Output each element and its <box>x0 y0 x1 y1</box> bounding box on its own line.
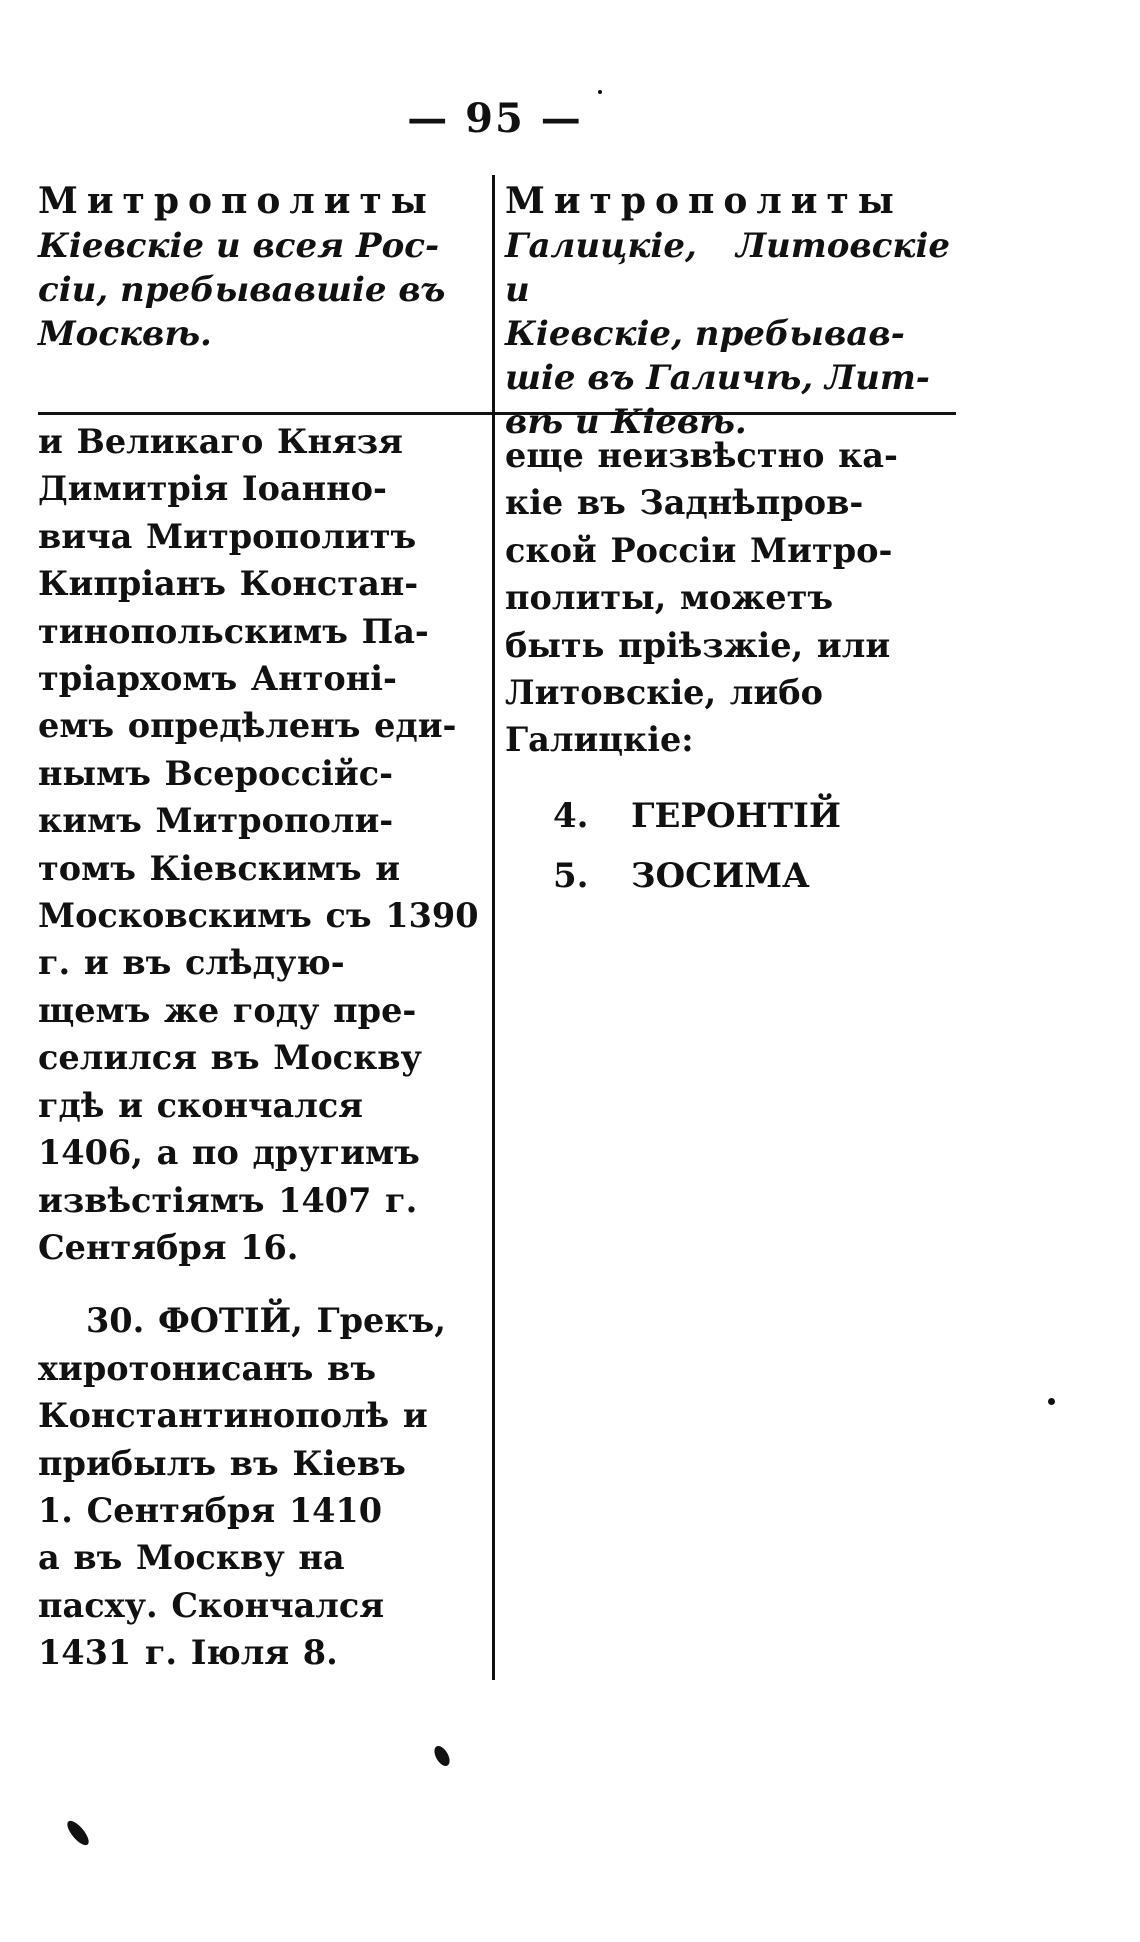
list-item-number: 4. <box>553 795 589 836</box>
left-column-body <box>38 418 486 1677</box>
text-line: 1431 г. Іюля 8. <box>38 1633 338 1673</box>
text-line: гдѣ и скончался <box>38 1085 364 1125</box>
list-item-name: ГЕРОНТІЙ <box>631 795 842 836</box>
page-number: — 95 — <box>407 95 583 142</box>
text-line: ской Россіи Митро- <box>505 530 893 570</box>
ink-speck <box>1048 1398 1055 1405</box>
text-line: щемъ же году пре- <box>38 990 417 1030</box>
metropolitan-list <box>505 786 950 906</box>
text-line: пасху. Скончался <box>38 1585 385 1625</box>
text-line: тріархомъ Антоні- <box>38 659 397 699</box>
text-line: прибылъ въ Кіевъ <box>38 1443 406 1483</box>
text-line: 30. ФОТІЙ, Грекъ, <box>86 1301 446 1341</box>
text-line: емъ опредѣленъ еди- <box>38 706 457 746</box>
text-line: г. и въ слѣдую- <box>38 943 345 983</box>
right-paragraph <box>505 432 950 764</box>
list-item-name: ЗОСИМА <box>631 855 810 896</box>
text-line: извѣстіямъ 1407 г. <box>38 1180 418 1220</box>
text-line: Кипріанъ Констан- <box>38 564 419 604</box>
text-line: быть пріѣзжіе, или <box>505 625 891 665</box>
list-item-number: 5. <box>553 855 589 896</box>
left-paragraph-1 <box>38 418 486 1271</box>
left-heading-line: сіи, пребывавшіе въ <box>38 270 446 310</box>
ink-speck <box>64 1818 92 1849</box>
left-heading-title: Митрополиты <box>38 180 436 222</box>
text-line: тинопольскимъ Па- <box>38 611 429 651</box>
list-item <box>553 846 950 906</box>
text-line: селился въ Москву <box>38 1038 422 1078</box>
right-column-heading <box>505 178 950 444</box>
text-line: а въ Москву на <box>38 1538 345 1578</box>
text-line: хиротонисанъ въ <box>38 1348 377 1388</box>
right-heading-title: Митрополиты <box>505 180 903 222</box>
text-line: кіе въ Заднѣпров- <box>505 483 864 523</box>
right-heading-line: шіе въ Галичѣ, Лит- <box>505 358 930 398</box>
right-heading-line: Кіевскіе, пребывав- <box>505 314 905 354</box>
text-line: кимъ Митрополи- <box>38 801 394 841</box>
left-column-heading <box>38 178 486 356</box>
text-line: политы, можетъ <box>505 578 834 618</box>
left-paragraph-2 <box>38 1297 486 1676</box>
text-line: Галицкіе: <box>505 720 694 760</box>
left-heading-line: Москвѣ. <box>38 314 212 354</box>
text-line: Сентября 16. <box>38 1227 299 1267</box>
text-line: томъ Кіевскимъ и <box>38 848 401 888</box>
text-line: 1. Сентября 1410 <box>38 1490 383 1530</box>
text-line: Литовскіе, либо <box>505 673 823 713</box>
text-line: еще неизвѣстно ка- <box>505 436 898 475</box>
column-divider <box>492 175 495 1680</box>
text-line: Константинополѣ и <box>38 1396 428 1436</box>
list-item <box>553 786 950 846</box>
ink-speck <box>598 90 602 94</box>
text-line: Московскимъ съ 1390 <box>38 896 479 936</box>
text-line: и Великаго Князя <box>38 422 403 461</box>
right-column-body <box>505 432 950 906</box>
text-line: вича Митрополитъ <box>38 516 417 556</box>
right-heading-line: Галицкіе, Литовскіе и <box>505 226 950 310</box>
ink-speck <box>431 1743 452 1768</box>
right-heading-line: вѣ и Кіевѣ. <box>505 402 747 442</box>
text-line: нымъ Всероссійс- <box>38 753 394 793</box>
text-line: 1406, а по другимъ <box>38 1133 420 1173</box>
text-line: Димитрія Іоанно- <box>38 469 387 509</box>
left-heading-line: Кіевскіе и всея Рос- <box>38 226 440 266</box>
